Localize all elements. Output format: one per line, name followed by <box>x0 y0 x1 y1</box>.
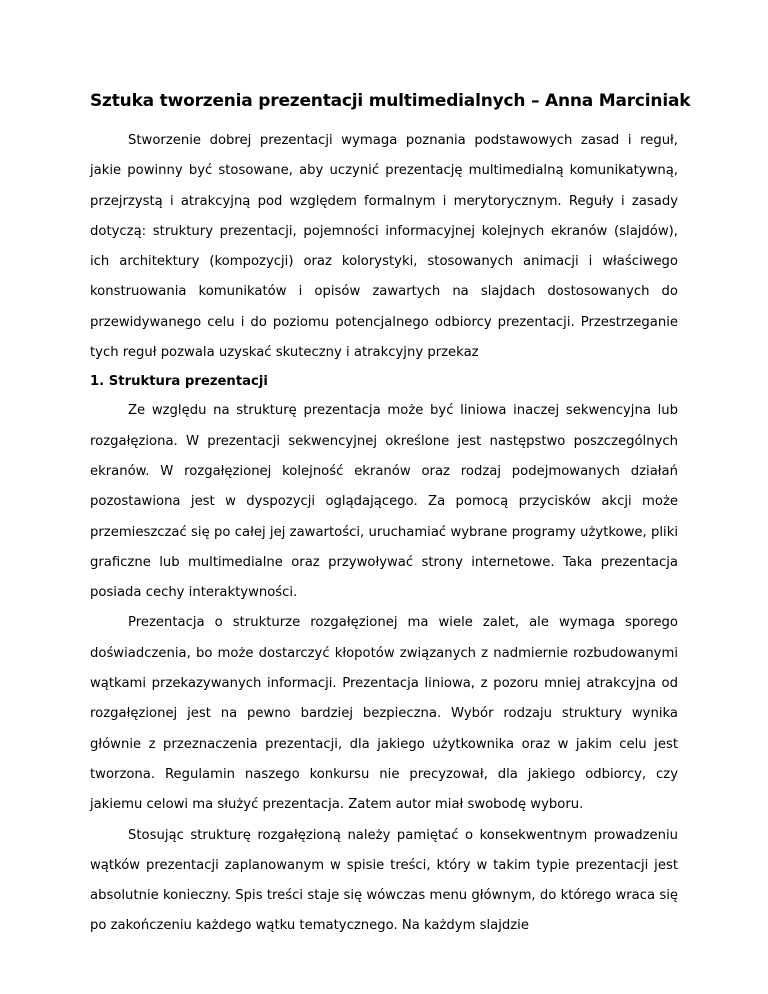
section-paragraph-1: Ze względu na strukturę prezentacja może być liniowa inaczej sekwencyjna lub rozgałęziona. W prezentacji sekwencyjnej określone jest następstwo poszczególnych ekranów. W rozgałęzionej kolejność ekranów oraz rodzaj podejmowanych działań pozostawiona jest w dyspozycji oglądającego. Za pomocą przycisków akcji może przemieszczać się po całej jej zawartości, uruchamiać wybrane programy użytkowe, pliki graficzne lub multimedialne oraz przywoływać strony internetowe. Taka prezentacja posiada cechy interaktywności. <box>90 403 678 601</box>
intro-paragraph: Stworzenie dobrej prezentacji wymaga poznania podstawowych zasad i reguł, jakie powinny być stosowane, aby uczynić prezentację multimedialną komunikatywną, przejrzystą i atrakcyjną pod względem formalnym i merytorycznym. Reguły i zasady dotyczą: struktury prezentacji, pojemności informacyjnej kolejnych ekranów (slajdów), ich architektury (kompozycji) oraz kolorystyki, stosowanych animacji i właściwego konstruowania komunikatów i opisów zawartych na slajdach dostosowanych do przewidywanego celu i do poziomu potencjalnego odbiorcy prezentacji. Przestrzeganie tych reguł pozwala uzyskać skuteczny i atrakcyjny przekaz <box>90 133 678 361</box>
section-paragraph-2: Prezentacja o strukturze rozgałęzionej ma wiele zalet, ale wymaga sporego doświadczenia, bo może dostarczyć kłopotów związanych z nadmiernie rozbudowanymi wątkami przekazywanych informacji. Prezentacja liniowa, z pozoru mniej atrakcyjna od rozgałęzionej jest na pewno bardziej bezpieczna. Wybór rodzaju struktury wynika głównie z przeznaczenia prezentacji, dla jakiego użytkownika oraz w jakim celu jest tworzona. Regulamin naszego konkursu nie precyzował, dla jakiego odbiorcy, czy jakiemu celowi ma służyć prezentacja. Zatem autor miał swobodę wyboru. <box>90 615 678 813</box>
document-body <box>90 88 691 942</box>
document-title: Sztuka tworzenia prezentacji multimedialnych – Anna Marciniak <box>90 91 691 111</box>
section-paragraph-3: Stosując strukturę rozgałęzioną należy pamiętać o konsekwentnym prowadzeniu wątków prezentacji zaplanowanym w spisie treści, który w takim typie prezentacji jest absolutnie konieczny. Spis treści staje się wówczas menu głównym, do którego wraca się po zakończeniu każdego wątku tematycznego. Na każdym slajdzie <box>90 827 678 934</box>
section-heading: 1. Struktura prezentacji <box>90 374 268 390</box>
